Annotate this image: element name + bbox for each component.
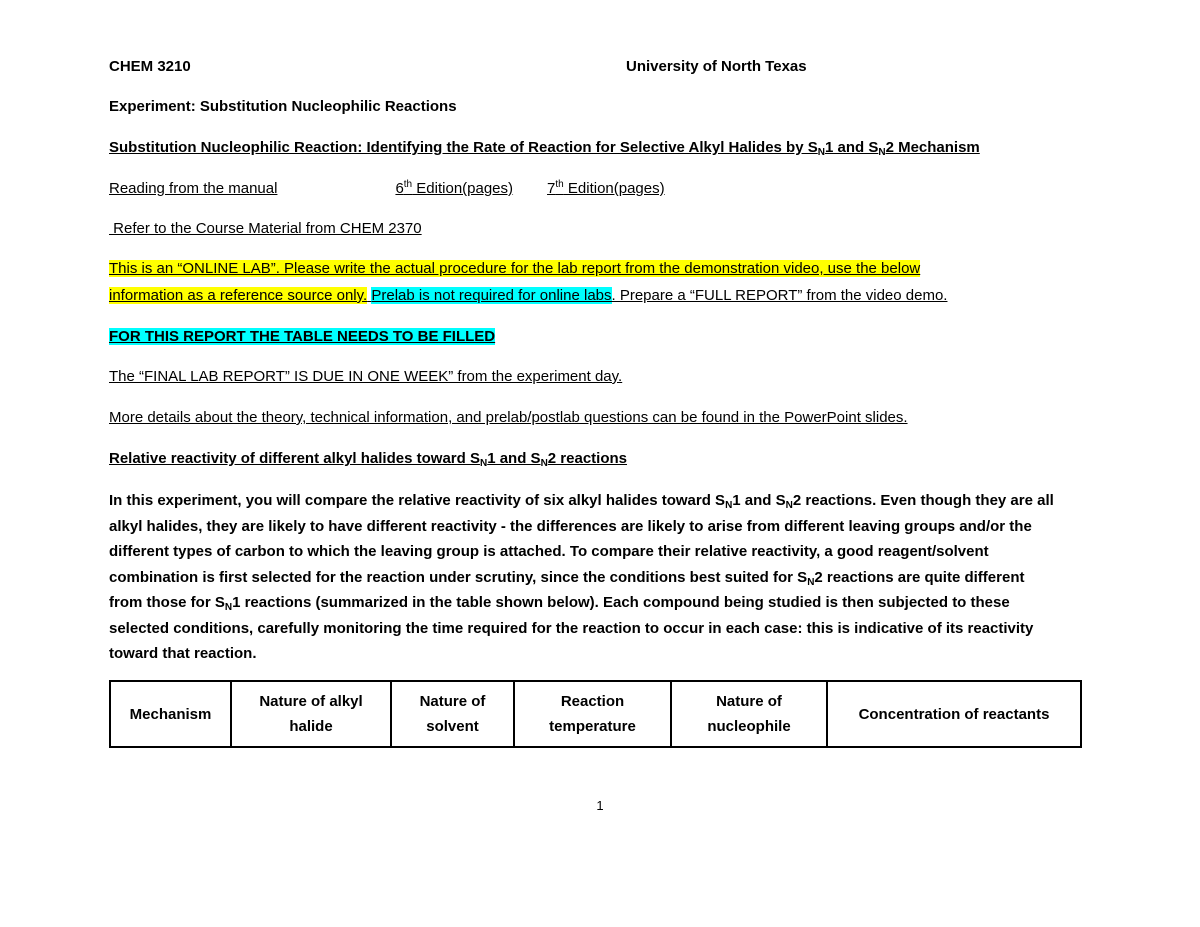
paragraph-line: selected conditions, carefully monitoring the time required for the reaction to occur in each case: this is indicative of its reactivity <box>109 619 1034 637</box>
online-notice-yellow-2: information as a reference source only. <box>109 287 368 304</box>
course-material-reference: Refer to the Course Material from CHEM 2370 <box>109 220 422 237</box>
subtitle-text-2: 1 and S <box>824 139 879 156</box>
header-alkyl-halide <box>231 681 391 747</box>
paragraph-line <box>109 590 1099 616</box>
online-lab-notice-line-1 <box>109 260 920 278</box>
due-date-notice: The “FINAL LAB REPORT” IS DUE IN ONE WEEK” from the experiment day. <box>109 368 623 385</box>
reading-line <box>109 180 665 198</box>
experiment-title: Experiment: Substitution Nucleophilic Reactions <box>109 98 457 115</box>
header-concentration <box>827 681 1081 747</box>
heading-sub-1: N <box>479 458 488 469</box>
relative-reactivity-heading <box>109 450 627 468</box>
header-mechanism <box>110 681 231 747</box>
full-report-note: . Prepare a “FULL REPORT” from the video demo. <box>611 287 948 304</box>
header-text: nucleophile <box>707 718 791 735</box>
paragraph-sub: N <box>785 500 793 511</box>
header-text: temperature <box>549 718 636 735</box>
subtitle-sub-2: N <box>878 147 886 158</box>
header-solvent <box>391 681 514 747</box>
paragraph-text: 2 reactions are quite different <box>814 568 1025 586</box>
online-lab-notice-line-2 <box>109 287 947 305</box>
header-text: Mechanism <box>129 705 212 723</box>
online-notice-yellow-1: This is an “ONLINE LAB”. Please write the actual procedure for the lab report from the demonstration video, use the below <box>109 260 921 277</box>
header-text: Nature of alkyl <box>259 693 363 710</box>
course-code: CHEM 3210 <box>109 58 191 75</box>
header-text: Nature of <box>419 693 486 710</box>
header-text: Reaction <box>560 693 625 710</box>
paragraph-text: 1 reactions (summarized in the table shown below). Each compound being studied is then subjected to these <box>232 594 1010 611</box>
more-details-note: More details about the theory, technical information, and prelab/postlab questions can be found in the PowerPoint slides. <box>109 409 908 426</box>
subtitle-text-1: Substitution Nucleophilic Reaction: Identifying the Rate of Reaction for Selective Alkyl Halides by S <box>109 139 818 156</box>
table-fill-notice-text: FOR THIS REPORT THE TABLE NEEDS TO BE FILLED <box>109 328 496 345</box>
heading-text-2: 1 and S <box>487 450 541 467</box>
paragraph-line <box>109 488 1099 514</box>
paragraph-text: combination is first selected for the reaction under scrutiny, since the conditions best suited for S <box>109 568 808 586</box>
table-header-row <box>110 681 1081 747</box>
heading-text-1: Relative reactivity of different alkyl halides toward S <box>109 450 480 467</box>
edition-6-text: Edition(pages) <box>412 180 514 197</box>
header-text: Concentration of reactants <box>858 705 1050 723</box>
paragraph-sub: N <box>807 576 815 588</box>
university-name: University of North Texas <box>626 58 807 75</box>
prelab-not-required: Prelab is not required for online labs <box>371 287 612 304</box>
subtitle-text-3: 2 Mechanism <box>885 139 980 156</box>
edition-7-text: Edition(pages) <box>563 180 665 197</box>
paragraph-line: different types of carbon to which the leaving group is attached. To compare their relative reactivity, a good reagent/solvent <box>109 543 989 560</box>
paragraph-text: In this experiment, you will compare the relative reactivity of six alkyl halides toward S <box>109 492 726 509</box>
edition-7-number: 7 <box>547 180 556 197</box>
edition-6-number: 6 <box>395 180 404 197</box>
experiment-subtitle <box>109 139 980 157</box>
header-text: halide <box>289 718 333 735</box>
paragraph-line: alkyl halides, they are likely to have different reactivity - the differences are likely to arise from different leaving groups and/or the <box>109 517 1032 535</box>
reaction-conditions-table <box>109 680 1082 748</box>
paragraph-text: 2 reactions. Even though they are all <box>792 492 1054 509</box>
paragraph-text: 1 and S <box>732 492 786 509</box>
header-nucleophile <box>671 681 827 747</box>
edition-6-suffix: th <box>403 179 413 190</box>
heading-sub-2: N <box>540 458 548 469</box>
paragraph-sub: N <box>725 500 733 511</box>
header-text: Nature of <box>716 693 782 710</box>
reading-label: Reading from the manual <box>109 180 278 197</box>
paragraph-text: from those for S <box>109 594 225 611</box>
table-fill-notice <box>109 328 495 346</box>
paragraph-line: toward that reaction. <box>109 645 257 662</box>
page-number: 1 <box>596 798 604 813</box>
header-temperature <box>514 681 671 747</box>
paragraph-sub: N <box>224 602 233 613</box>
intro-paragraph <box>109 488 1099 667</box>
edition-7-suffix: th <box>555 179 564 190</box>
heading-text-3: 2 reactions <box>547 450 628 467</box>
header-text: solvent <box>426 718 479 735</box>
paragraph-line <box>109 565 1099 591</box>
subtitle-sub-1: N <box>817 147 825 158</box>
